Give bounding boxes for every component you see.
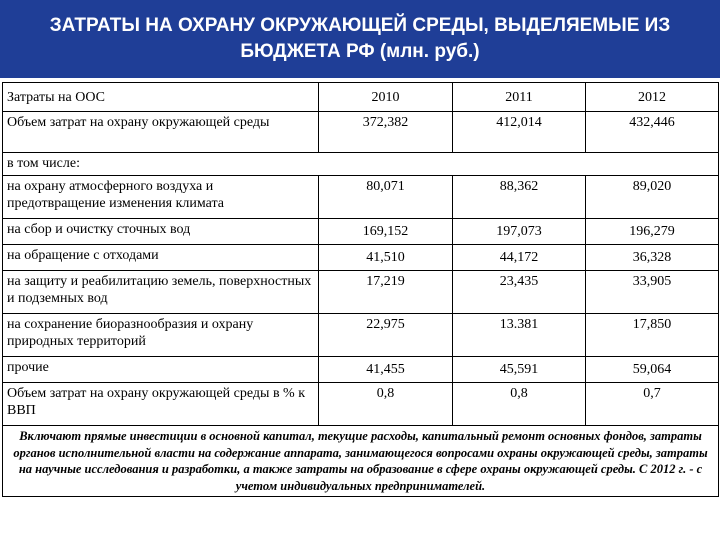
table-footnote: Включают прямые инвестиции в основной капитал, текущие расходы, капитальный ремонт основных фондов, затраты органов исполнительной власти на содержание аппарата, занимающегося вопросами охраны окружающей среды, затраты на научные исследования и разработки, а также затраты на образование в сфере охраны окружающей среды. С 2012 г. - с учетом индивидуальных предпринимателей. bbox=[3, 426, 719, 497]
value-2012: 89,020 bbox=[586, 176, 719, 219]
title-banner bbox=[0, 0, 720, 78]
subheader-label: в том числе: bbox=[3, 153, 719, 176]
table-row-total bbox=[3, 112, 719, 153]
row-label: Объем затрат на охрану окружающей среды bbox=[3, 112, 319, 153]
value-2012: 0,7 bbox=[586, 383, 719, 426]
value-2010: 0,8 bbox=[319, 383, 453, 426]
value-2011: 23,435 bbox=[453, 271, 586, 314]
value-2010: 80,071 bbox=[319, 176, 453, 219]
column-header-2010: 2010 bbox=[319, 83, 453, 112]
value-2010: 17,219 bbox=[319, 271, 453, 314]
table-row bbox=[3, 176, 719, 219]
row-label: прочие bbox=[3, 357, 319, 383]
value-2011: 197,073 bbox=[453, 219, 586, 245]
row-label: на защиту и реабилитацию земель, поверхностных и подземных вод bbox=[3, 271, 319, 314]
value-2012: 36,328 bbox=[586, 245, 719, 271]
table-header-row bbox=[3, 83, 719, 112]
table-note-row bbox=[3, 426, 719, 497]
value-2010: 41,455 bbox=[319, 357, 453, 383]
value-2012: 17,850 bbox=[586, 314, 719, 357]
value-2011: 13.381 bbox=[453, 314, 586, 357]
row-label: Объем затрат на охрану окружающей среды в % к ВВП bbox=[3, 383, 319, 426]
page-title: ЗАТРАТЫ НА ОХРАНУ ОКРУЖАЮЩЕЙ СРЕДЫ, ВЫДЕЛЯЕМЫЕ ИЗ БЮДЖЕТА РФ (млн. руб.) bbox=[49, 15, 671, 62]
value-2011: 45,591 bbox=[453, 357, 586, 383]
value-2010: 372,382 bbox=[319, 112, 453, 153]
expenses-table bbox=[2, 82, 719, 497]
column-header-2012: 2012 bbox=[586, 83, 719, 112]
table-subheader-row bbox=[3, 153, 719, 176]
value-2012: 432,446 bbox=[586, 112, 719, 153]
value-2011: 412,014 bbox=[453, 112, 586, 153]
value-2011: 0,8 bbox=[453, 383, 586, 426]
row-label: на сбор и очистку сточных вод bbox=[3, 219, 319, 245]
column-header-category: Затраты на ООС bbox=[3, 83, 319, 112]
row-label: на охрану атмосферного воздуха и предотвращение изменения климата bbox=[3, 176, 319, 219]
table-row bbox=[3, 245, 719, 271]
expenses-table-container bbox=[2, 82, 718, 497]
row-label: на сохранение биоразнообразия и охрану природных территорий bbox=[3, 314, 319, 357]
value-2010: 41,510 bbox=[319, 245, 453, 271]
table-row bbox=[3, 271, 719, 314]
value-2010: 169,152 bbox=[319, 219, 453, 245]
value-2011: 88,362 bbox=[453, 176, 586, 219]
column-header-2011: 2011 bbox=[453, 83, 586, 112]
value-2012: 33,905 bbox=[586, 271, 719, 314]
table-row bbox=[3, 383, 719, 426]
value-2011: 44,172 bbox=[453, 245, 586, 271]
value-2010: 22,975 bbox=[319, 314, 453, 357]
table-row bbox=[3, 357, 719, 383]
row-label: на обращение с отходами bbox=[3, 245, 319, 271]
value-2012: 196,279 bbox=[586, 219, 719, 245]
table-row bbox=[3, 314, 719, 357]
value-2012: 59,064 bbox=[586, 357, 719, 383]
table-row bbox=[3, 219, 719, 245]
